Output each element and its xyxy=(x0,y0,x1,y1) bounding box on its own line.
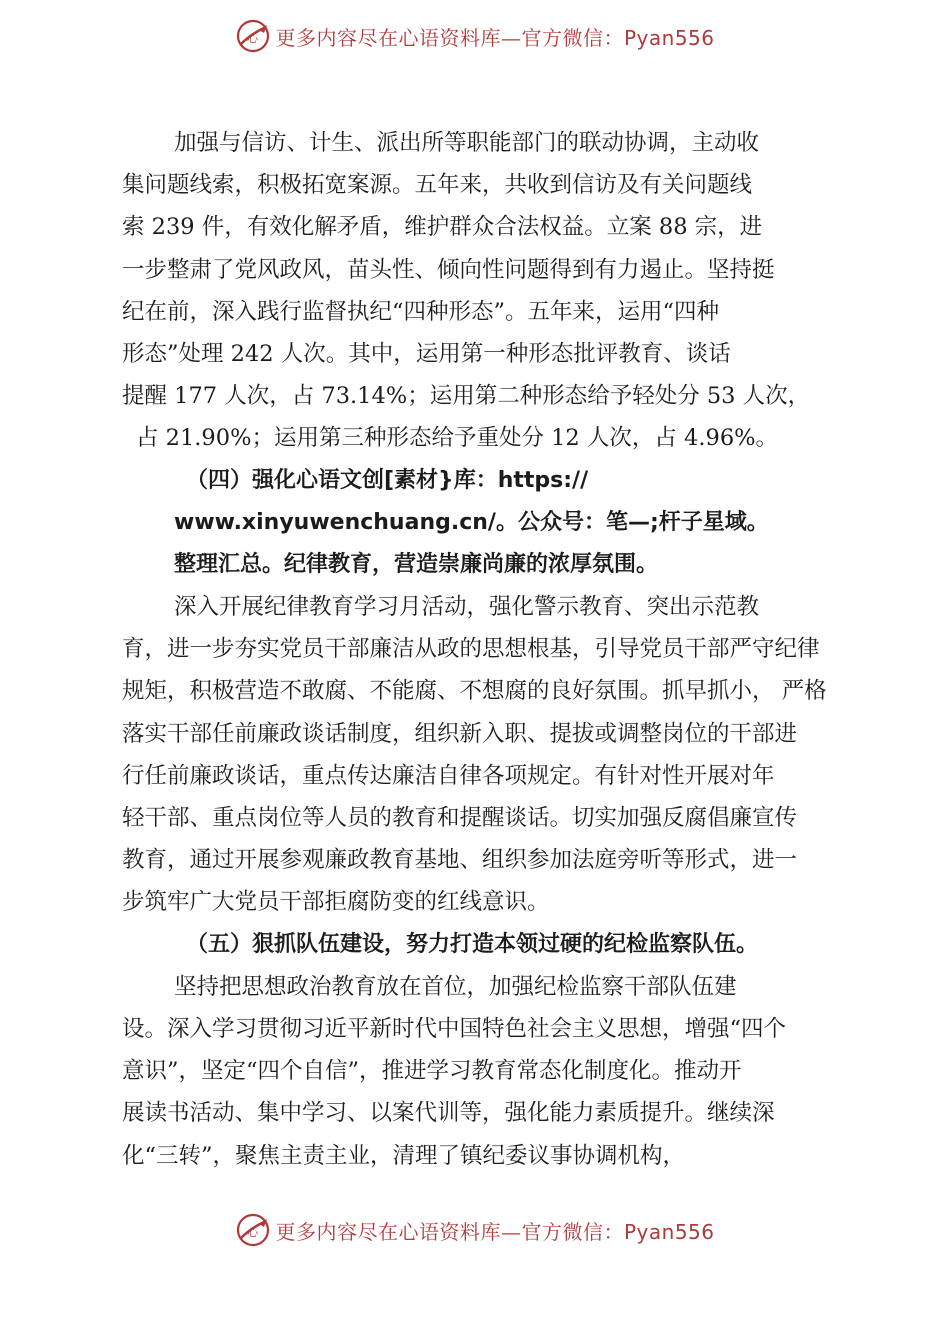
text-line: 一步整肃了党风政风，苗头性、倾向性问题得到有力遏止。坚持挺 xyxy=(122,256,775,283)
text-line: 深入开展纪律教育学习月活动，强化警示教育、突出示范教 xyxy=(174,594,760,621)
text-line: 步筑牢广大党员干部拒腐防变的红线意识。 xyxy=(122,889,550,916)
text-line: 化“三转”，聚焦主责主业，清理了镇纪委议事协调机构， xyxy=(122,1142,686,1169)
text-line: 坚持把思想政治教育放在首位，加强纪检监察干部队伍建 xyxy=(174,973,737,1000)
banner-wechat: Pyan556 xyxy=(623,1219,715,1244)
text-line: 展读书活动、集中学习、以案代训等，强化能力素质提升。继续深 xyxy=(122,1100,775,1127)
section-heading-4 xyxy=(122,460,858,587)
text-line: 纪在前，深入践行监督执纪“四种形态”。五年来，运用“四种 xyxy=(122,298,720,325)
header-banner xyxy=(0,16,950,56)
text-line: 集问题线索，积极拓宽案源。五年来，共收到信访及有关问题线 xyxy=(122,172,753,199)
xinyu-logo-icon xyxy=(235,18,271,54)
text-line: 轻干部、重点岗位等人员的教育和提醒谈话。切实加强反腐倡廉宣传 xyxy=(122,805,798,831)
text-line: 加强与信访、计生、派出所等职能部门的联动协调，主动收 xyxy=(174,130,760,156)
text-line: 意识”，坚定“四个自信”，推进学习教育常态化制度化。推动开 xyxy=(122,1058,742,1085)
section-heading-5: （五）狠抓队伍建设，努力打造本领过硬的纪检监察队伍。 xyxy=(186,931,759,957)
svg-text:心: 心 xyxy=(247,32,259,45)
text-line: 行任前廉政谈话，重点传达廉洁自律各项规定。有针对性开展对年 xyxy=(122,762,775,789)
document-body xyxy=(122,122,858,1177)
text-line: 占 21.90%；运用第三种形态给予重处分 12 人次，占 4.96%。 xyxy=(136,425,779,452)
text-line: 教育，通过开展参观廉政教育基地、组织参加法庭旁听等形式，进一 xyxy=(122,847,798,874)
banner-title: 更多内容尽在心语资料库—官方微信：Pyan556 xyxy=(275,25,715,50)
xinyu-logo-icon xyxy=(235,1212,271,1248)
text-line: 形态”处理 242 人次。其中，运用第一种形态批评教育、谈话 xyxy=(122,340,731,367)
heading-line: 整理汇总。纪律教育，营造崇廉尚廉的浓厚氛围。 xyxy=(174,551,659,577)
banner-title: 更多内容尽在心语资料库—官方微信：Pyan556 xyxy=(275,1219,715,1244)
heading-line: www.xinyuwenchuang.cn/。公众号：笔—;杆子星域。 xyxy=(174,509,769,535)
svg-text:心: 心 xyxy=(247,1226,259,1239)
paragraph-3 xyxy=(122,966,858,1177)
text-line: 育，进一步夯实党员干部廉洁从政的思想根基，引导党员干部严守纪律 xyxy=(122,636,820,663)
text-line: 落实干部任前廉政谈话制度，组织新入职、提拔或调整岗位的干部进 xyxy=(122,720,798,747)
text-line: 索 239 件，有效化解矛盾，维护群众合法权益。立案 88 宗，进 xyxy=(122,214,763,241)
text-line: 提醒 177 人次，占 73.14%；运用第二种形态给予轻处分 53 人次， xyxy=(122,383,811,410)
paragraph-2 xyxy=(122,586,858,924)
footer-banner xyxy=(0,1210,950,1250)
text-line: 设。深入学习贯彻习近平新时代中国特色社会主义思想，增强“四个 xyxy=(122,1015,787,1042)
text-line: 规矩，积极营造不敢腐、不能腐、不想腐的良好氛围。抓早抓小， 严格 xyxy=(122,678,827,705)
paragraph-1 xyxy=(122,122,858,460)
banner-wechat: Pyan556 xyxy=(623,25,715,50)
heading-line: （四）强化心语文创[素材}库：https:// xyxy=(186,467,589,493)
